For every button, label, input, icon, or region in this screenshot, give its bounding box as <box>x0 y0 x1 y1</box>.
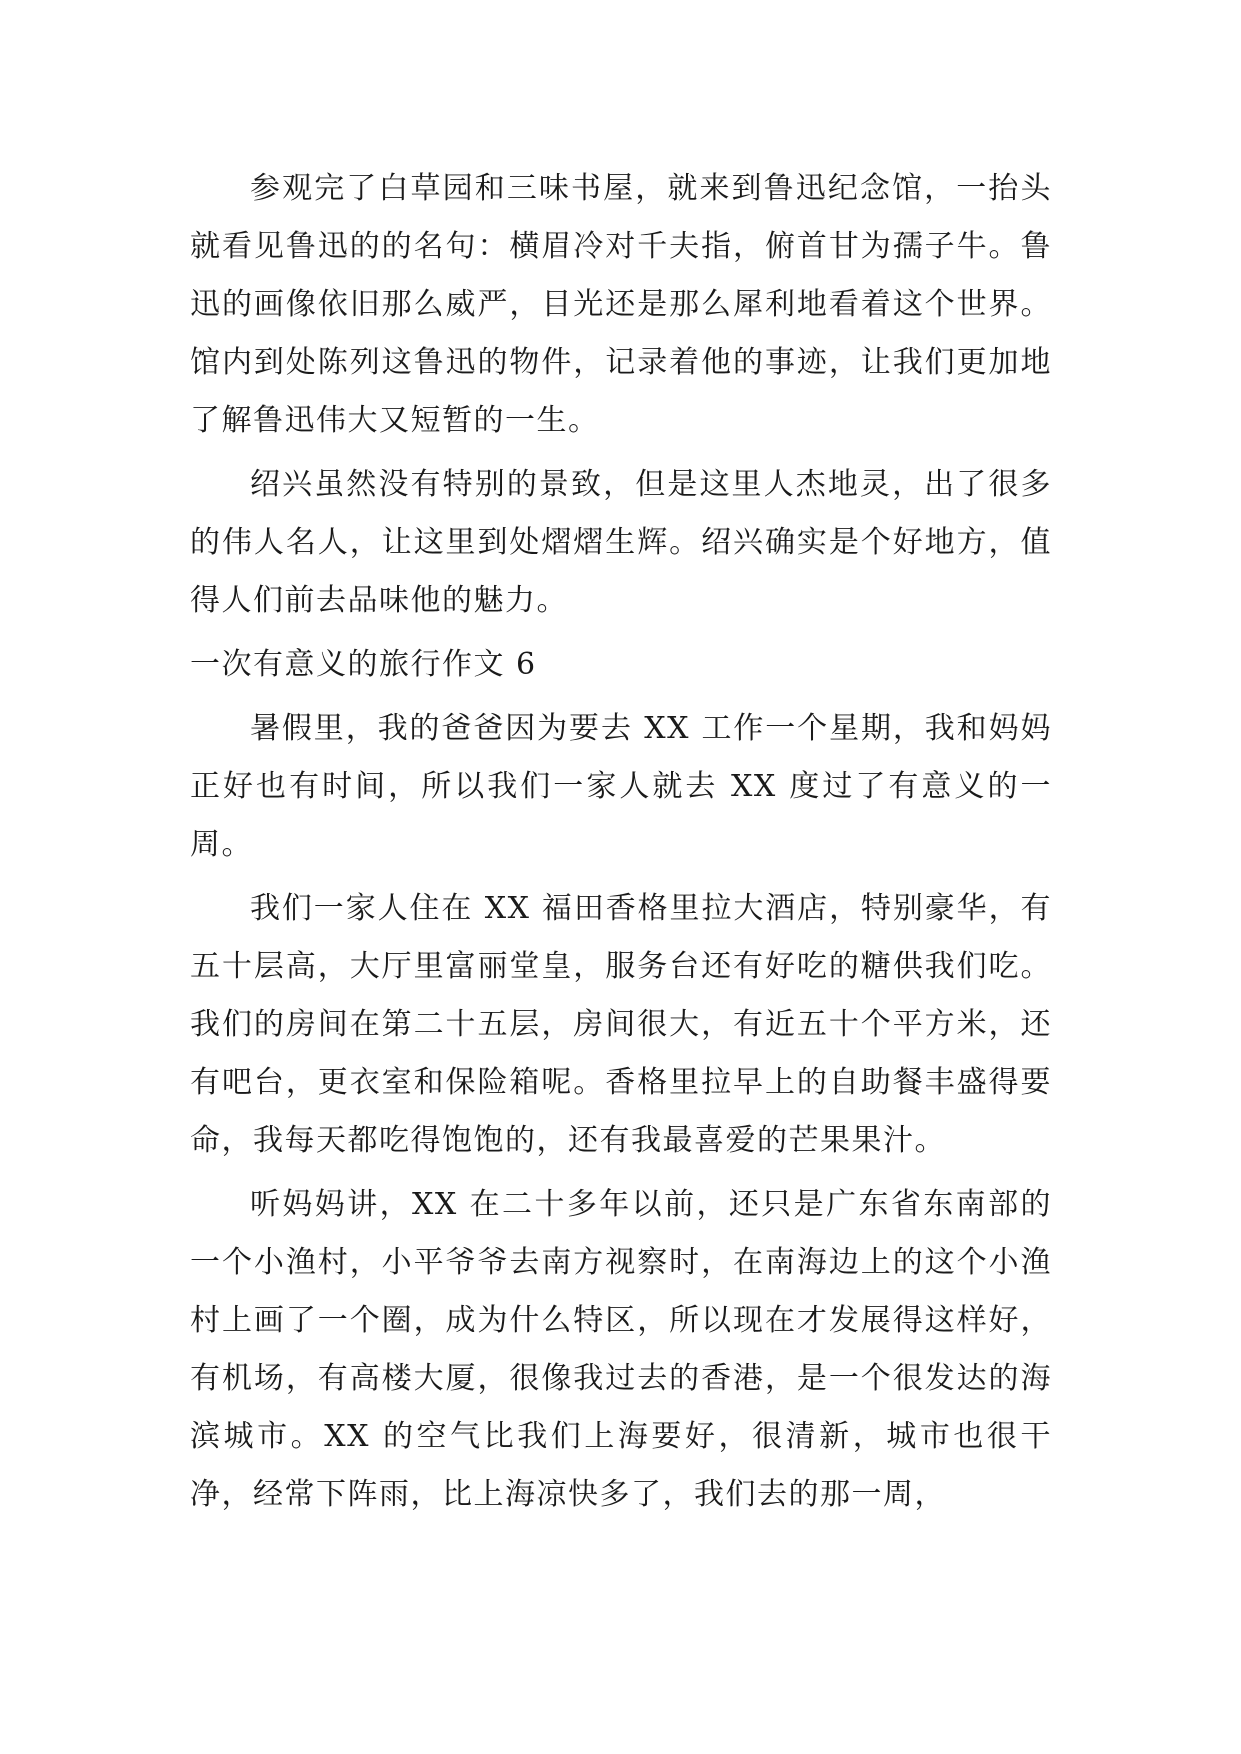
paragraph-shaoxing: 绍兴虽然没有特别的景致，但是这里人杰地灵，出了很多的伟人名人，让这里到处熠熠生辉。绍兴确实是个好地方，值得人们前去品味他的魅力。 <box>190 467 1052 618</box>
section-title: 一次有意义的旅行作文 6 <box>190 647 537 682</box>
paragraph-hotel: 我们一家人住在 XX 福田香格里拉大酒店，特别豪华，有五十层高，大厅里富丽堂皇，服务台还有好吃的糖供我们吃。我们的房间在第二十五层，房间很大，有近五十个平方米，还有吧台，更衣室和保险箱呢。香格里拉早上的自助餐丰盛得要命，我每天都吃得饱饱的，还有我最喜爱的芒果果汁。 <box>190 891 1052 1158</box>
document-body <box>190 160 1052 1530</box>
paragraph-summer-trip: 暑假里，我的爸爸因为要去 XX 工作一个星期，我和妈妈正好也有时间，所以我们一家人就去 XX 度过了有意义的一周。 <box>190 711 1052 862</box>
paragraph-city-history: 听妈妈讲，XX 在二十多年以前，还只是广东省东南部的一个小渔村，小平爷爷去南方视察时，在南海边上的这个小渔村上画了一个圈，成为什么特区，所以现在才发展得这样好，有机场，有高楼大厦，很像我过去的香港，是一个很发达的海滨城市。XX 的空气比我们上海要好，很清新，城市也很干净，经常下阵雨，比上海凉快多了，我们去的那一周， <box>190 1187 1052 1512</box>
paragraph-lu-xun-memorial: 参观完了白草园和三味书屋，就来到鲁迅纪念馆，一抬头就看见鲁迅的的名句：横眉冷对千夫指，俯首甘为孺子牛。鲁迅的画像依旧那么威严，目光还是那么犀利地看着这个世界。馆内到处陈列这鲁迅的物件，记录着他的事迹，让我们更加地了解鲁迅伟大又短暂的一生。 <box>190 171 1052 438</box>
